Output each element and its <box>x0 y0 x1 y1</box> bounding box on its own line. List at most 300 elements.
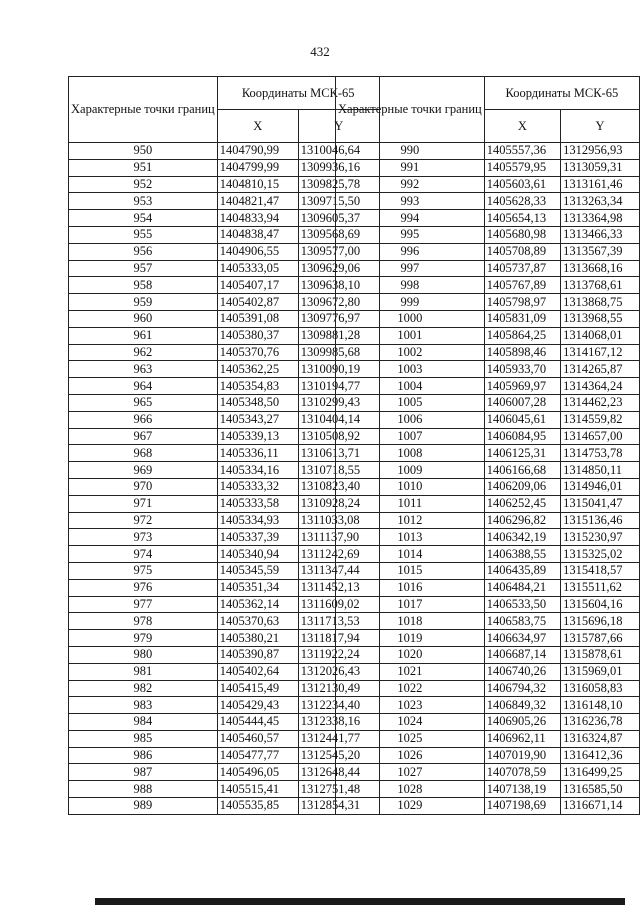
point-number: 990 <box>336 143 485 160</box>
y-coordinate: 1315041,47 <box>561 495 640 512</box>
y-coordinate: 1315230,97 <box>561 529 640 546</box>
table-row <box>336 193 640 210</box>
x-coordinate: 1407078,59 <box>484 764 560 781</box>
table-row <box>336 646 640 663</box>
x-coordinate: 1405351,34 <box>217 579 298 596</box>
y-coordinate: 1311033,08 <box>298 512 379 529</box>
y-coordinate: 1316058,83 <box>561 680 640 697</box>
point-number: 1000 <box>336 310 485 327</box>
point-number: 959 <box>69 294 218 311</box>
table-row <box>336 781 640 798</box>
header-y: Y <box>561 110 640 143</box>
point-number: 994 <box>336 210 485 227</box>
table-row <box>336 226 640 243</box>
x-coordinate: 1404799,99 <box>217 159 298 176</box>
table-row <box>69 344 380 361</box>
point-number: 977 <box>69 596 218 613</box>
x-coordinate: 1405333,32 <box>217 478 298 495</box>
table-row <box>69 747 380 764</box>
point-number: 981 <box>69 663 218 680</box>
table-row <box>69 630 380 647</box>
table-row <box>336 546 640 563</box>
x-coordinate: 1405333,58 <box>217 495 298 512</box>
table-row <box>336 411 640 428</box>
point-number: 964 <box>69 378 218 395</box>
y-coordinate: 1310508,92 <box>298 428 379 445</box>
x-coordinate: 1406296,82 <box>484 512 560 529</box>
x-coordinate: 1406740,26 <box>484 663 560 680</box>
point-number: 1023 <box>336 697 485 714</box>
x-coordinate: 1405767,89 <box>484 277 560 294</box>
point-number: 978 <box>69 613 218 630</box>
y-coordinate: 1310046,64 <box>298 143 379 160</box>
table-row <box>336 260 640 277</box>
point-number: 1022 <box>336 680 485 697</box>
y-coordinate: 1309776,97 <box>298 310 379 327</box>
y-coordinate: 1310928,24 <box>298 495 379 512</box>
table-row <box>336 361 640 378</box>
point-number: 992 <box>336 176 485 193</box>
y-coordinate: 1314657,00 <box>561 428 640 445</box>
point-number: 973 <box>69 529 218 546</box>
table-row <box>69 613 380 630</box>
y-coordinate: 1314946,01 <box>561 478 640 495</box>
table-row <box>336 512 640 529</box>
table-row <box>69 546 380 563</box>
point-number: 1003 <box>336 361 485 378</box>
y-coordinate: 1311922,24 <box>298 646 379 663</box>
x-coordinate: 1406166,68 <box>484 462 560 479</box>
y-coordinate: 1314462,23 <box>561 394 640 411</box>
table-row <box>69 176 380 193</box>
x-coordinate: 1406125,31 <box>484 445 560 462</box>
point-number: 999 <box>336 294 485 311</box>
x-coordinate: 1404906,55 <box>217 243 298 260</box>
y-coordinate: 1314850,11 <box>561 462 640 479</box>
point-number: 1005 <box>336 394 485 411</box>
table-row <box>69 445 380 462</box>
x-coordinate: 1405339,13 <box>217 428 298 445</box>
y-coordinate: 1315136,46 <box>561 512 640 529</box>
x-coordinate: 1405680,98 <box>484 226 560 243</box>
point-number: 1014 <box>336 546 485 563</box>
point-number: 979 <box>69 630 218 647</box>
point-number: 982 <box>69 680 218 697</box>
x-coordinate: 1405557,36 <box>484 143 560 160</box>
x-coordinate: 1405864,25 <box>484 327 560 344</box>
x-coordinate: 1405334,16 <box>217 462 298 479</box>
table-row <box>69 210 380 227</box>
y-coordinate: 1313059,31 <box>561 159 640 176</box>
x-coordinate: 1406484,21 <box>484 579 560 596</box>
x-coordinate: 1405345,59 <box>217 562 298 579</box>
y-coordinate: 1315878,61 <box>561 646 640 663</box>
x-coordinate: 1404833,94 <box>217 210 298 227</box>
y-coordinate: 1315511,62 <box>561 579 640 596</box>
point-number: 1004 <box>336 378 485 395</box>
table-row <box>69 277 380 294</box>
table-row <box>336 462 640 479</box>
y-coordinate: 1314265,87 <box>561 361 640 378</box>
table-row <box>69 764 380 781</box>
table-row <box>69 378 380 395</box>
table-row <box>69 310 380 327</box>
point-number: 1029 <box>336 798 485 815</box>
point-number: 974 <box>69 546 218 563</box>
header-coordinates: Координаты МСК-65 <box>484 77 639 110</box>
point-number: 976 <box>69 579 218 596</box>
x-coordinate: 1405798,97 <box>484 294 560 311</box>
coordinates-table-right <box>335 76 640 815</box>
y-coordinate: 1312751,48 <box>298 781 379 798</box>
table-row <box>336 428 640 445</box>
x-coordinate: 1406962,11 <box>484 730 560 747</box>
y-coordinate: 1312441,77 <box>298 730 379 747</box>
x-coordinate: 1405337,39 <box>217 529 298 546</box>
x-coordinate: 1405737,87 <box>484 260 560 277</box>
x-coordinate: 1406209,06 <box>484 478 560 495</box>
table-row <box>336 310 640 327</box>
x-coordinate: 1405380,21 <box>217 630 298 647</box>
table-row <box>69 294 380 311</box>
table-row <box>336 562 640 579</box>
table-row <box>336 596 640 613</box>
point-number: 995 <box>336 226 485 243</box>
x-coordinate: 1404790,99 <box>217 143 298 160</box>
table-row <box>69 260 380 277</box>
point-number: 1007 <box>336 428 485 445</box>
x-coordinate: 1406583,75 <box>484 613 560 630</box>
y-coordinate: 1313768,61 <box>561 277 640 294</box>
x-coordinate: 1407138,19 <box>484 781 560 798</box>
y-coordinate: 1311452,13 <box>298 579 379 596</box>
y-coordinate: 1313263,34 <box>561 193 640 210</box>
y-coordinate: 1309881,28 <box>298 327 379 344</box>
x-coordinate: 1405415,49 <box>217 680 298 697</box>
y-coordinate: 1312956,93 <box>561 143 640 160</box>
table-body-left <box>69 143 380 815</box>
point-number: 972 <box>69 512 218 529</box>
point-number: 1018 <box>336 613 485 630</box>
table-row <box>336 680 640 697</box>
y-coordinate: 1309985,68 <box>298 344 379 361</box>
y-coordinate: 1315787,66 <box>561 630 640 647</box>
table-row <box>336 176 640 193</box>
table-row <box>336 327 640 344</box>
table-row <box>336 495 640 512</box>
point-number: 963 <box>69 361 218 378</box>
y-coordinate: 1311347,44 <box>298 562 379 579</box>
table-row <box>336 714 640 731</box>
y-coordinate: 1310718,55 <box>298 462 379 479</box>
point-number: 985 <box>69 730 218 747</box>
point-number: 998 <box>336 277 485 294</box>
x-coordinate: 1405380,37 <box>217 327 298 344</box>
x-coordinate: 1404810,15 <box>217 176 298 193</box>
x-coordinate: 1405708,89 <box>484 243 560 260</box>
table-row <box>336 630 640 647</box>
y-coordinate: 1309672,80 <box>298 294 379 311</box>
x-coordinate: 1406388,55 <box>484 546 560 563</box>
table-row <box>69 730 380 747</box>
point-number: 1021 <box>336 663 485 680</box>
y-coordinate: 1312234,40 <box>298 697 379 714</box>
point-number: 1019 <box>336 630 485 647</box>
point-number: 1011 <box>336 495 485 512</box>
table-row <box>336 697 640 714</box>
y-coordinate: 1315696,18 <box>561 613 640 630</box>
point-number: 971 <box>69 495 218 512</box>
y-coordinate: 1312648,44 <box>298 764 379 781</box>
table-row <box>336 294 640 311</box>
y-coordinate: 1316324,87 <box>561 730 640 747</box>
x-coordinate: 1405628,33 <box>484 193 560 210</box>
table-row <box>336 159 640 176</box>
table-body-right <box>336 143 640 815</box>
x-coordinate: 1405515,41 <box>217 781 298 798</box>
point-number: 1001 <box>336 327 485 344</box>
y-coordinate: 1315418,57 <box>561 562 640 579</box>
point-number: 988 <box>69 781 218 798</box>
x-coordinate: 1405535,85 <box>217 798 298 815</box>
y-coordinate: 1309638,10 <box>298 277 379 294</box>
table-row <box>69 562 380 579</box>
y-coordinate: 1313868,75 <box>561 294 640 311</box>
table-row <box>336 747 640 764</box>
x-coordinate: 1405390,87 <box>217 646 298 663</box>
x-coordinate: 1406435,89 <box>484 562 560 579</box>
table-row <box>69 159 380 176</box>
header-y: Y <box>298 110 379 143</box>
y-coordinate: 1311713,53 <box>298 613 379 630</box>
x-coordinate: 1405579,95 <box>484 159 560 176</box>
y-coordinate: 1310613,71 <box>298 445 379 462</box>
point-number: 997 <box>336 260 485 277</box>
table-row <box>336 143 640 160</box>
y-coordinate: 1309936,16 <box>298 159 379 176</box>
y-coordinate: 1315969,01 <box>561 663 640 680</box>
point-number: 1010 <box>336 478 485 495</box>
y-coordinate: 1316671,14 <box>561 798 640 815</box>
y-coordinate: 1314167,12 <box>561 344 640 361</box>
point-number: 1025 <box>336 730 485 747</box>
table-row <box>69 143 380 160</box>
x-coordinate: 1405603,61 <box>484 176 560 193</box>
table-row <box>336 344 640 361</box>
y-coordinate: 1310194,77 <box>298 378 379 395</box>
y-coordinate: 1309825,78 <box>298 176 379 193</box>
table-row <box>336 394 640 411</box>
x-coordinate: 1405370,76 <box>217 344 298 361</box>
x-coordinate: 1405460,57 <box>217 730 298 747</box>
table-row <box>69 579 380 596</box>
x-coordinate: 1405402,64 <box>217 663 298 680</box>
y-coordinate: 1312854,31 <box>298 798 379 815</box>
point-number: 1012 <box>336 512 485 529</box>
y-coordinate: 1311242,69 <box>298 546 379 563</box>
point-number: 1015 <box>336 562 485 579</box>
table-row <box>69 798 380 815</box>
point-number: 996 <box>336 243 485 260</box>
x-coordinate: 1405334,93 <box>217 512 298 529</box>
point-number: 980 <box>69 646 218 663</box>
table-row <box>336 445 640 462</box>
point-number: 954 <box>69 210 218 227</box>
table-row <box>336 478 640 495</box>
table-row <box>69 781 380 798</box>
point-number: 969 <box>69 462 218 479</box>
y-coordinate: 1314753,78 <box>561 445 640 462</box>
table-row <box>69 478 380 495</box>
point-number: 962 <box>69 344 218 361</box>
table-row <box>336 277 640 294</box>
point-number: 967 <box>69 428 218 445</box>
x-coordinate: 1405362,14 <box>217 596 298 613</box>
point-number: 1017 <box>336 596 485 613</box>
scan-edge-bar <box>95 898 625 905</box>
point-number: 970 <box>69 478 218 495</box>
x-coordinate: 1407198,69 <box>484 798 560 815</box>
point-number: 989 <box>69 798 218 815</box>
point-number: 986 <box>69 747 218 764</box>
table-row <box>69 714 380 731</box>
table-row <box>69 428 380 445</box>
x-coordinate: 1406252,45 <box>484 495 560 512</box>
point-number: 957 <box>69 260 218 277</box>
y-coordinate: 1316585,50 <box>561 781 640 798</box>
x-coordinate: 1406007,28 <box>484 394 560 411</box>
x-coordinate: 1405370,63 <box>217 613 298 630</box>
point-number: 1024 <box>336 714 485 731</box>
x-coordinate: 1405336,11 <box>217 445 298 462</box>
table-row <box>336 243 640 260</box>
x-coordinate: 1405444,45 <box>217 714 298 731</box>
header-points: Характерные точки границ <box>69 77 218 143</box>
x-coordinate: 1406849,32 <box>484 697 560 714</box>
x-coordinate: 1406794,32 <box>484 680 560 697</box>
y-coordinate: 1312338,16 <box>298 714 379 731</box>
point-number: 951 <box>69 159 218 176</box>
x-coordinate: 1405333,05 <box>217 260 298 277</box>
x-coordinate: 1405402,87 <box>217 294 298 311</box>
y-coordinate: 1312130,49 <box>298 680 379 697</box>
y-coordinate: 1311817,94 <box>298 630 379 647</box>
y-coordinate: 1312026,43 <box>298 663 379 680</box>
y-coordinate: 1313668,16 <box>561 260 640 277</box>
page-number: 432 <box>310 44 330 59</box>
point-number: 1009 <box>336 462 485 479</box>
x-coordinate: 1405407,17 <box>217 277 298 294</box>
y-coordinate: 1311609,02 <box>298 596 379 613</box>
x-coordinate: 1405429,43 <box>217 697 298 714</box>
table-row <box>336 764 640 781</box>
point-number: 1008 <box>336 445 485 462</box>
y-coordinate: 1313466,33 <box>561 226 640 243</box>
table-row <box>69 495 380 512</box>
table-row <box>336 579 640 596</box>
x-coordinate: 1405340,94 <box>217 546 298 563</box>
table-row <box>69 394 380 411</box>
x-coordinate: 1405348,50 <box>217 394 298 411</box>
x-coordinate: 1405362,25 <box>217 361 298 378</box>
x-coordinate: 1405933,70 <box>484 361 560 378</box>
table-row <box>69 680 380 697</box>
table-row <box>69 243 380 260</box>
point-number: 1006 <box>336 411 485 428</box>
table-row <box>69 697 380 714</box>
y-coordinate: 1313161,46 <box>561 176 640 193</box>
coordinates-table-left <box>68 76 380 815</box>
table-row <box>336 663 640 680</box>
y-coordinate: 1316236,78 <box>561 714 640 731</box>
y-coordinate: 1316148,10 <box>561 697 640 714</box>
x-coordinate: 1404821,47 <box>217 193 298 210</box>
y-coordinate: 1315325,02 <box>561 546 640 563</box>
point-number: 1020 <box>336 646 485 663</box>
point-number: 968 <box>69 445 218 462</box>
table-row <box>69 411 380 428</box>
table-row <box>69 327 380 344</box>
x-coordinate: 1406342,19 <box>484 529 560 546</box>
header-points: Характерные точки границ <box>336 77 485 143</box>
y-coordinate: 1314068,01 <box>561 327 640 344</box>
x-coordinate: 1406687,14 <box>484 646 560 663</box>
point-number: 953 <box>69 193 218 210</box>
x-coordinate: 1405391,08 <box>217 310 298 327</box>
x-coordinate: 1405354,83 <box>217 378 298 395</box>
point-number: 958 <box>69 277 218 294</box>
header-x: X <box>217 110 298 143</box>
x-coordinate: 1404838,47 <box>217 226 298 243</box>
y-coordinate: 1310090,19 <box>298 361 379 378</box>
point-number: 966 <box>69 411 218 428</box>
point-number: 955 <box>69 226 218 243</box>
x-coordinate: 1407019,90 <box>484 747 560 764</box>
y-coordinate: 1310299,43 <box>298 394 379 411</box>
table-row <box>69 646 380 663</box>
point-number: 960 <box>69 310 218 327</box>
point-number: 952 <box>69 176 218 193</box>
point-number: 1026 <box>336 747 485 764</box>
header-x: X <box>484 110 560 143</box>
x-coordinate: 1406045,61 <box>484 411 560 428</box>
table-row <box>336 378 640 395</box>
x-coordinate: 1405969,97 <box>484 378 560 395</box>
table-row <box>69 663 380 680</box>
y-coordinate: 1310823,40 <box>298 478 379 495</box>
y-coordinate: 1309568,69 <box>298 226 379 243</box>
y-coordinate: 1309629,06 <box>298 260 379 277</box>
point-number: 956 <box>69 243 218 260</box>
header-coordinates: Координаты МСК-65 <box>217 77 379 110</box>
table-row <box>69 462 380 479</box>
y-coordinate: 1310404,14 <box>298 411 379 428</box>
table-row <box>336 613 640 630</box>
table-row <box>69 596 380 613</box>
point-number: 983 <box>69 697 218 714</box>
table-row <box>69 193 380 210</box>
x-coordinate: 1405654,13 <box>484 210 560 227</box>
x-coordinate: 1406634,97 <box>484 630 560 647</box>
y-coordinate: 1313364,98 <box>561 210 640 227</box>
y-coordinate: 1315604,16 <box>561 596 640 613</box>
y-coordinate: 1309605,37 <box>298 210 379 227</box>
point-number: 1028 <box>336 781 485 798</box>
point-number: 993 <box>336 193 485 210</box>
table-row <box>69 361 380 378</box>
y-coordinate: 1309577,00 <box>298 243 379 260</box>
table-row <box>336 730 640 747</box>
